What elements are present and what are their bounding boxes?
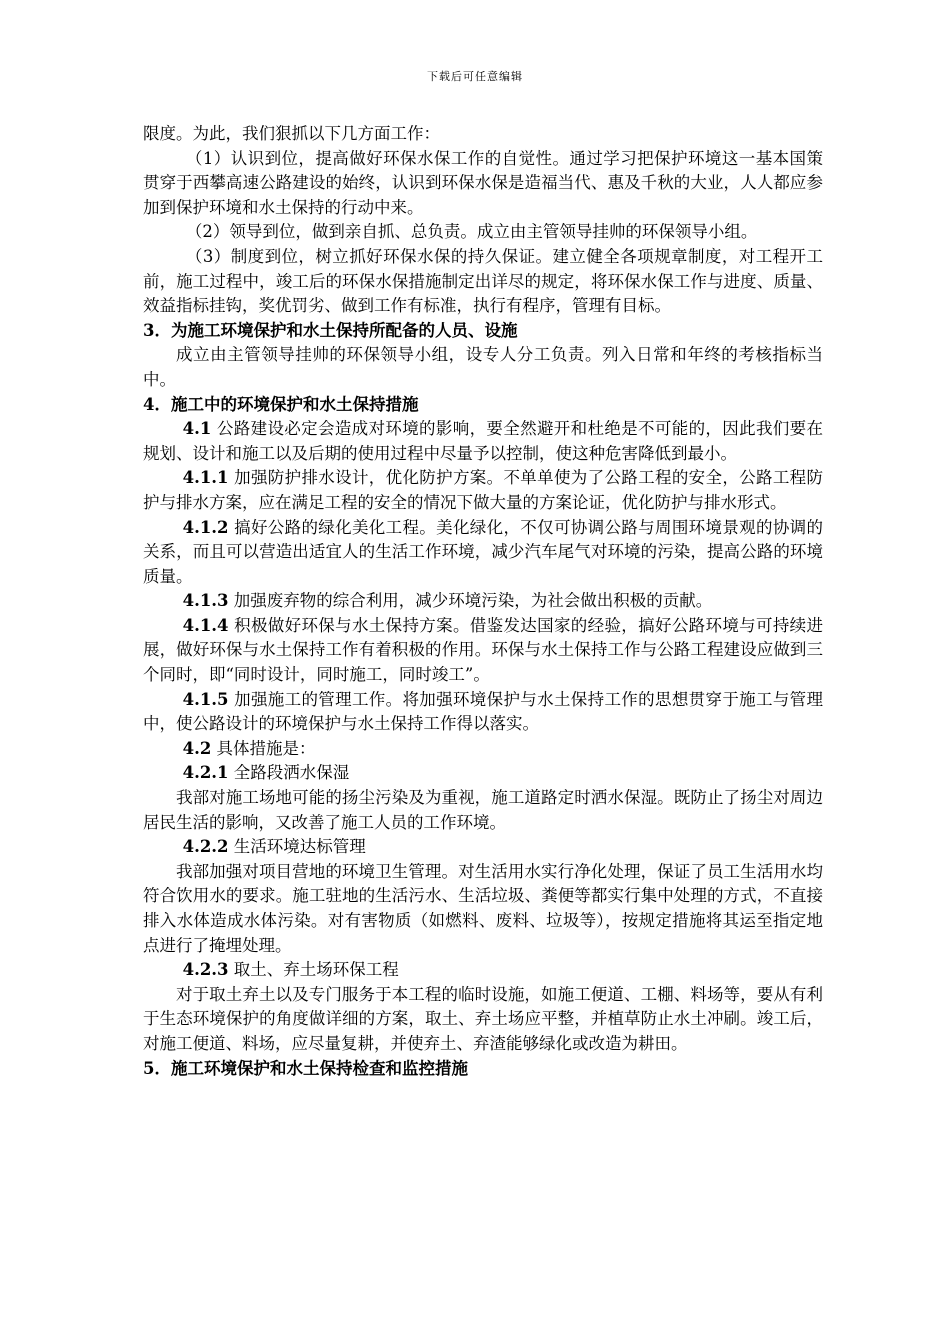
- paragraph-text: 对于取土弃土以及专门服务于本工程的临时设施，如施工便道、工棚、料场等，要从有利于生态环境保护的角度做详细的方案，取土、弃土场应平整，并植草防止水土冲刷。竣工后，对施工便道、料场，应尽量复耕，并使弃土、弃渣能够绿化或改造为耕田。: [143, 984, 823, 1053]
- paragraph: [143, 122, 823, 147]
- paragraph: [143, 466, 823, 515]
- paragraph-text: 加强施工的管理工作。将加强环境保护与水土保持工作的思想贯穿于施工与管理中，使公路设计的环境保护与水土保持工作得以落实。: [143, 689, 823, 734]
- paragraph-text: 生活环境达标管理: [228, 837, 366, 857]
- paragraph: [143, 220, 823, 245]
- clause-number: 4.2.3: [182, 960, 229, 980]
- paragraph: [143, 761, 823, 786]
- paragraph-text: 3．为施工环境保护和水土保持所配备的人员、设施: [143, 320, 518, 340]
- paragraph: [143, 983, 823, 1057]
- paragraph-text: 5．施工环境保护和水土保持检查和监控措施: [143, 1058, 468, 1078]
- paragraph-text: 具体措施是：: [211, 738, 316, 758]
- paragraph-text: 成立由主管领导挂帅的环保领导小组，设专人分工负责。列入日常和年终的考核指标当中。: [143, 345, 823, 389]
- paragraph: [143, 786, 823, 835]
- paragraph: [143, 147, 823, 221]
- paragraph-text: 搞好公路的绿化美化工程。美化绿化，不仅可协调公路与周围环境景观的协调的关系，而且可以营造出适宜人的生活工作环境，减少汽车尾气对环境的污染，提高公路的环境质量。: [143, 517, 823, 586]
- paragraph: [143, 343, 823, 392]
- clause-number: 4.1.1: [182, 468, 229, 488]
- paragraph-text: 我部加强对项目营地的环境卫生管理。对生活用水实行净化处理，保证了员工生活用水均符合饮用水的要求。施工驻地的生活污水、生活垃圾、粪便等都实行集中处理的方式，不直接排入水体造成水体污染。对有害物质（如燃料、废料、垃圾等），按规定措施将其运至指定地点进行了掩埋处理。: [143, 861, 823, 955]
- paragraph: [143, 860, 823, 958]
- section-heading: [143, 319, 823, 344]
- paragraph-text: 加强防护排水设计，优化防护方案。不单单使为了公路工程的安全，公路工程防护与排水方案，应在满足工程的安全的情况下做大量的方案论证，优化防护与排水形式。: [143, 468, 823, 512]
- paragraph: [143, 245, 823, 319]
- paragraph: [143, 589, 823, 614]
- paragraph: [143, 516, 823, 590]
- document-body: [143, 122, 823, 1081]
- paragraph-text: （1）认识到位，提高做好环保水保工作的自觉性。通过学习把保护环境这一基本国策贯穿于西攀高速公路建设的始终，认识到环保水保是造福当代、惠及千秋的大业，人人都应参加到保护环境和水土保持的行动中来。: [143, 148, 823, 217]
- clause-number: 4.1.4: [182, 615, 229, 635]
- clause-number: 4.2: [182, 738, 212, 758]
- paragraph-text: 全路段洒水保湿: [228, 763, 350, 783]
- section-heading: [143, 1057, 823, 1082]
- clause-number: 4.1.3: [182, 591, 229, 611]
- paragraph-text: 公路建设必定会造成对环境的影响，要全然避开和杜绝是不可能的，因此我们要在规划、设计和施工以及后期的使用过程中尽量予以控制，使这种危害降低到最小。: [143, 419, 823, 463]
- section-heading: [143, 393, 823, 418]
- paragraph-text: 加强废弃物的综合利用，减少环境污染，为社会做出积极的贡献。: [228, 591, 713, 611]
- paragraph-text: （3）制度到位，树立抓好环保水保的持久保证。建立健全各项规章制度，对工程开工前，施工过程中，竣工后的环保水保措施制定出详尽的规定，将环保水保工作与进度、质量、效益指标挂钩，奖优罚劣、做到工作有标准，执行有程序，管理有目标。: [143, 246, 823, 316]
- paragraph-text: 取土、弃土场环保工程: [228, 960, 399, 980]
- clause-number: 4.1: [182, 419, 212, 439]
- paragraph: [143, 688, 823, 737]
- paragraph: [143, 614, 823, 688]
- clause-number: 4.2.1: [182, 763, 229, 783]
- clause-number: 4.2.2: [182, 837, 229, 857]
- clause-number: 4.1.5: [182, 689, 229, 709]
- paragraph: [143, 958, 823, 983]
- paragraph-text: 4．施工中的环境保护和水土保持措施: [143, 394, 419, 414]
- paragraph-text: 积极做好环保与水土保持方案。借鉴发达国家的经验，搞好公路环境与可持续进展，做好环保与水土保持工作有着积极的作用。环保与水土保持工作与公路工程建设应做到三个同时，即“同时设计，同时施工，同时竣工”。: [143, 615, 823, 685]
- paragraph-text: （2）领导到位，做到亲自抓、总负责。成立由主管领导挂帅的环保领导小组。: [185, 222, 758, 242]
- paragraph-text: 我部对施工场地可能的扬尘污染及为重视，施工道路定时洒水保湿。既防止了扬尘对周边居民生活的影响，又改善了施工人员的工作环境。: [143, 788, 823, 832]
- paragraph: [143, 737, 823, 762]
- paragraph-text: 限度。为此，我们狠抓以下几方面工作：: [143, 124, 440, 143]
- paragraph: [143, 835, 823, 860]
- page-header: 下载后可任意编辑: [427, 70, 523, 83]
- clause-number: 4.1.2: [182, 517, 229, 537]
- paragraph: [143, 417, 823, 466]
